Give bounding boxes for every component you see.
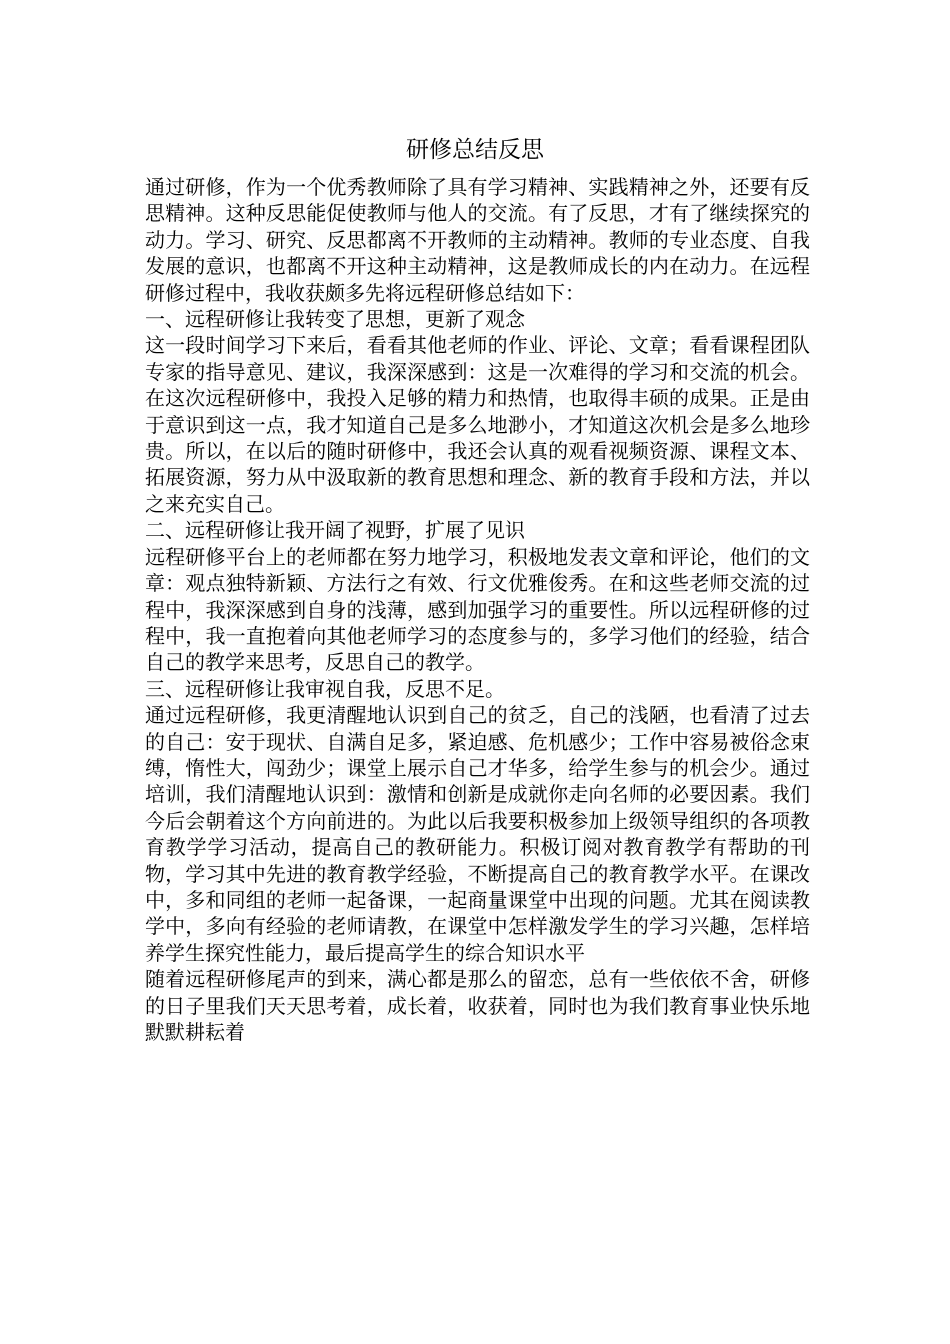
section-paragraph-2: 远程研修平台上的老师都在努力地学习，积极地发表文章和评论，他们的文章：观点独特新颖、方法行之有效、行文优雅俊秀。在和这些老师交流的过程中，我深深感到自身的浅薄，感到加强学习的重要性。所以远程研修的过程中，我一直抱着向其他老师学习的态度参与的，多学习他们的经验，结合自己的教学来思考，反思自己的教学。 [145, 544, 810, 675]
section-heading-3: 三、远程研修让我审视自我，反思不足。 [145, 676, 505, 701]
section-paragraph-3: 通过远程研修，我更清醒地认识到自己的贫乏，自己的浅陋，也看清了过去的自己：安于现状、自满自足多，紧迫感、危机感少；工作中容易被俗念束缚，惰性大，闯劲少；课堂上展示自己才华多，给学生参与的机会少。通过培训，我们清醒地认识到：激情和创新是成就你走向名师的必要因素。我们今后会朝着这个方向前进的。为此以后我要积极参加上级领导组织的各项教育教学学习活动，提高自己的教研能力。积极订阅对教育教学有帮助的刊物，学习其中先进的教育教学经验，不断提高自己的教育教学水平。在课改中，多和同组的老师一起备课，一起商量课堂中出现的问题。尤其在阅读教学中，多向有经验的老师请教，在课堂中怎样激发学生的学习兴趣，怎样培养学生探究性能力，最后提高学生的综合知识水平 [145, 703, 810, 965]
section-heading-1: 一、远程研修让我转变了思想，更新了观念 [145, 307, 525, 332]
document-title: 研修总结反思 [406, 137, 544, 163]
section-heading-2: 二、远程研修让我开阔了视野，扩展了见识 [145, 518, 525, 543]
section-paragraph-1: 这一段时间学习下来后，看看其他老师的作业、评论、文章；看看课程团队专家的指导意见、建议，我深深感到：这是一次难得的学习和交流的机会。在这次远程研修中，我投入足够的精力和热情，也取得丰硕的成果。正是由于意识到这一点，我才知道自己是多么地渺小，才知道这次机会是多么地珍贵。所以，在以后的随时研修中，我还会认真的观看视频资源、课程文本、拓展资源，努力从中汲取新的教育思想和理念、新的教育手段和方法，并以之来充实自己。 [145, 333, 810, 516]
intro-paragraph: 通过研修，作为一个优秀教师除了具有学习精神、实践精神之外，还要有反思精神。这种反思能促使教师与他人的交流。有了反思，才有了继续探究的动力。学习、研究、反思都离不开教师的主动精神。教师的专业态度、自我发展的意识，也都离不开这种主动精神，这是教师成长的内在动力。在远程研修过程中，我收获颇多先将远程研修总结如下： [145, 175, 810, 305]
closing-paragraph: 随着远程研修尾声的到来，满心都是那么的留恋，总有一些依依不舍，研修的日子里我们天天思考着，成长着，收获着，同时也为我们教育事业快乐地默默耕耘着 [145, 967, 810, 1044]
document-body [145, 174, 810, 1045]
